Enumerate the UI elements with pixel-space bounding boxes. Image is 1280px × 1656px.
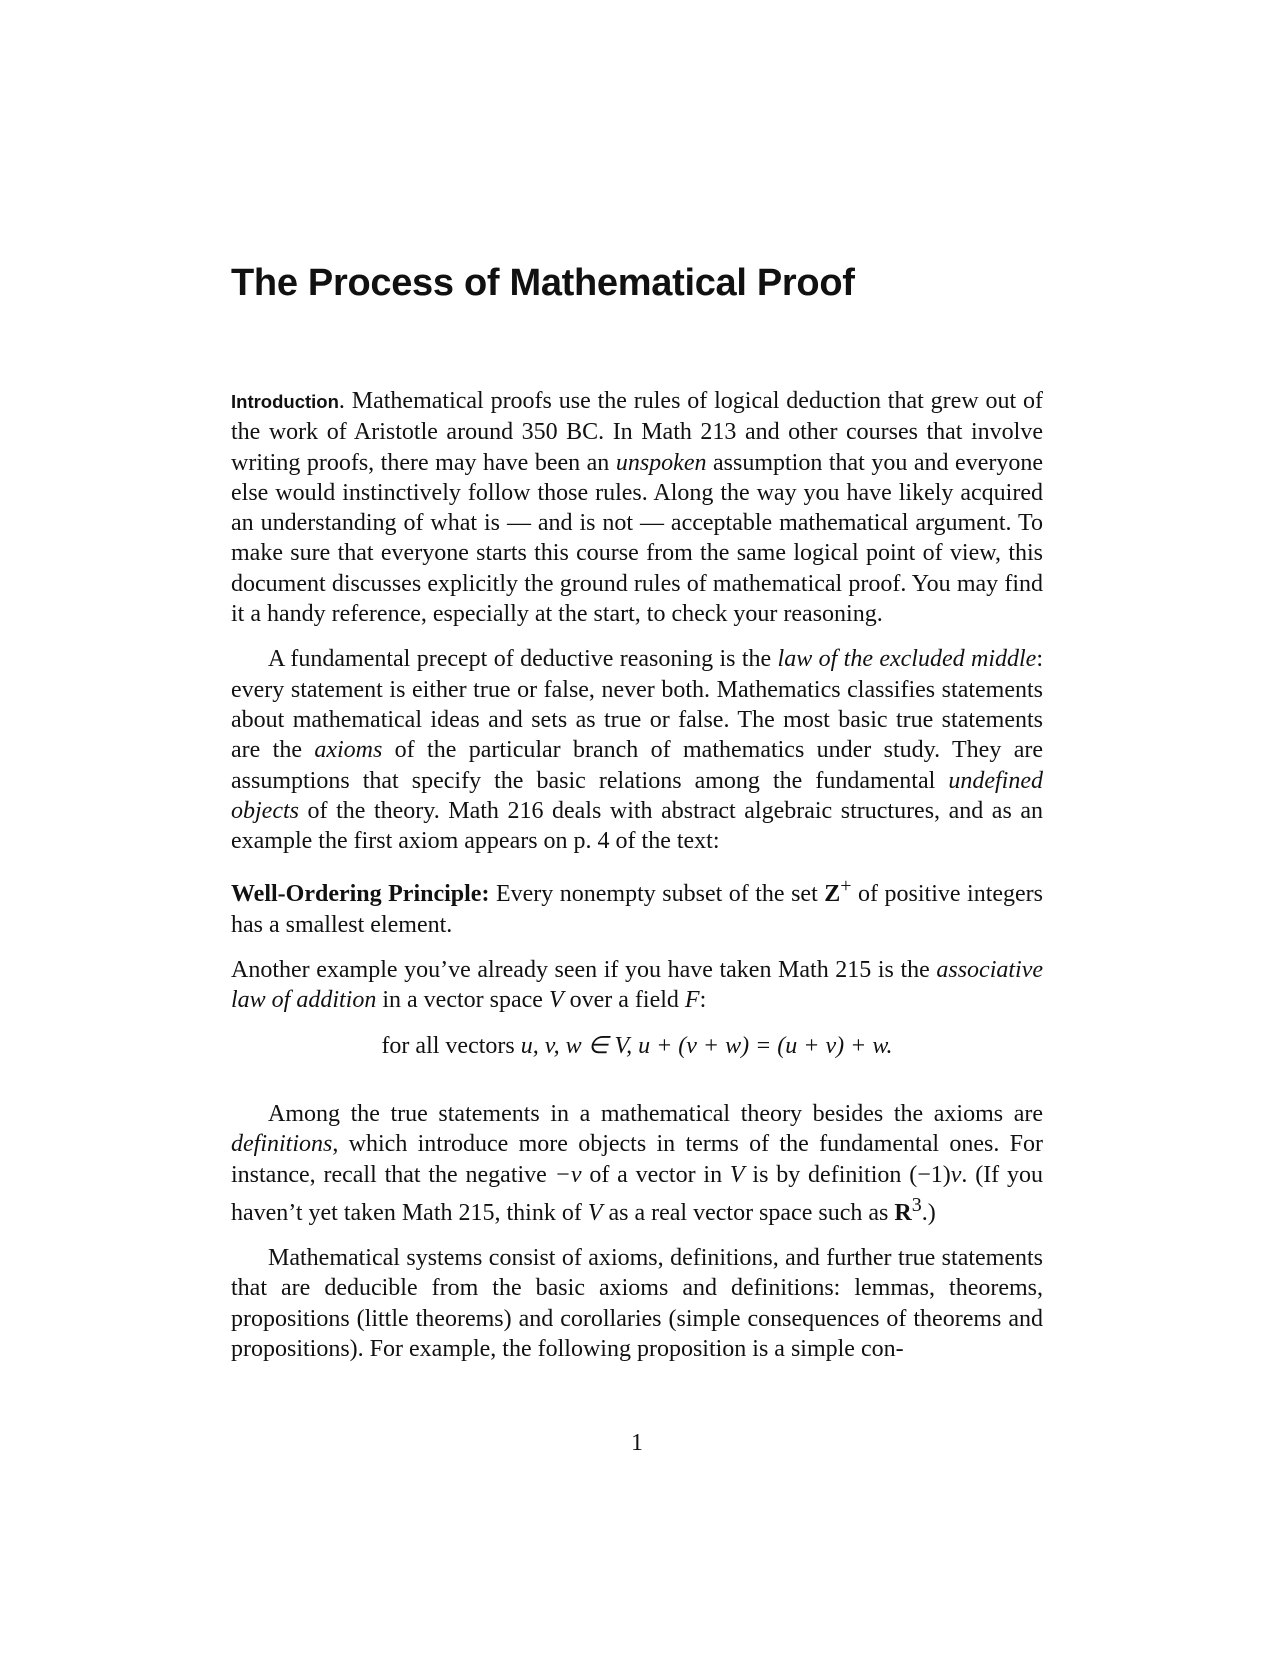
vector-space-symbol: V (548, 987, 564, 1014)
positive-integers-superscript: + (840, 875, 852, 898)
para4-text-6: as a real vector space such as (602, 1199, 895, 1226)
systems-paragraph: Mathematical systems consist of axioms, definitions, and further true statements that are deducible from the basic axioms and definitions: lemmas, theorems, propositions (little theorems) and corollaries (simple consequences of theorems and propositions). For example, the following proposition is a simple con- (231, 1245, 1043, 1363)
para4-text-7: .) (921, 1199, 936, 1226)
para4-text-1: Among the true statements in a mathematical theory besides the axioms are (268, 1100, 1043, 1127)
vector-symbol: v (950, 1161, 962, 1188)
principle-heading: Well-Ordering Principle: (231, 881, 490, 908)
para3-text-2: in a vector space (376, 987, 549, 1014)
para2-emphasis-3: undefined objects (231, 767, 1043, 824)
vector-space-symbol-3: V (587, 1199, 603, 1226)
intro-emphasis: unspoken (615, 449, 707, 476)
intro-heading: Introduction (231, 391, 339, 412)
para2-text-2: : every statement is either true or false, never both. Mathematics classifies statements about mathematical ideas and sets as true or false. The most basic true statements are the (231, 646, 1044, 764)
intro-text-2: assumption that you and everyone else would instinctively follow those rules. Along the way you have likely acquired an understanding of what is — and is not — acceptable mathematical argument. To make sure that everyone starts this course from the same logical point of view, this document discusses explicitly the ground rules of mathematical proof. You may find it a handy reference, especially at the start, to check your reasoning. (231, 449, 1043, 628)
para4-text-5: . (If you haven’t yet taken Math 215, think of (231, 1161, 1043, 1226)
positive-integers-symbol: Z (824, 881, 841, 908)
para3-emphasis: associative law of addition (231, 957, 1043, 1014)
para3-text-4: : (699, 987, 707, 1014)
real-space-superscript: 3 (911, 1193, 922, 1216)
para2-emphasis-2: axioms (314, 737, 383, 764)
formula-expression: u, v, w ∈ V, u + (v + w) = (u + v) + w. (520, 1032, 893, 1059)
para4-text-4: is by definition (−1) (744, 1161, 951, 1188)
associative-law-paragraph (231, 955, 1043, 1016)
para4-text-3: of a vector in (581, 1161, 730, 1188)
vector-space-symbol-2: V (729, 1161, 745, 1188)
negative-vector-symbol: −v (554, 1161, 582, 1188)
intro-paragraph (231, 386, 1043, 629)
excluded-middle-paragraph (231, 644, 1043, 856)
para4-emphasis: definitions (231, 1131, 333, 1158)
principle-text-2: of positive integers has a smallest element. (231, 881, 1044, 938)
well-ordering-principle (231, 871, 1043, 940)
page-number: 1 (631, 1430, 643, 1456)
para3-text-1: Another example you’ve already seen if you have taken Math 215 is the (231, 957, 937, 984)
real-space-symbol: R (894, 1199, 912, 1226)
document-page (231, 0, 1043, 1656)
para3-text-3: over a field (563, 987, 685, 1014)
para2-text-4: of the theory. Math 216 deals with abstract algebraic structures, and as an example the first axiom appears on p. 4 of the text: (231, 797, 1043, 855)
para4-text-2: , which introduce more objects in terms of the fundamental ones. For instance, recall that the negative (231, 1131, 1043, 1188)
document-title: The Process of Mathematical Proof (231, 262, 855, 304)
field-symbol: F (684, 987, 700, 1014)
principle-text-1: Every nonempty subset of the set (489, 881, 825, 908)
intro-text-1: . Mathematical proofs use the rules of logical deduction that grew out of the work of Aristotle around 350 BC. In Math 213 and other courses that involve writing proofs, there may have been an (231, 388, 1043, 476)
para2-emphasis-1: law of the excluded middle (777, 646, 1037, 673)
associative-law-formula (231, 1031, 1043, 1061)
body-text (231, 386, 1043, 1379)
definitions-paragraph (231, 1099, 1043, 1228)
formula-lead: for all vectors (381, 1032, 521, 1059)
para2-text-3: of the particular branch of mathematics under study. They are assumptions that specify the basic relations among the fundamental (231, 737, 1043, 794)
para2-text-1: A fundamental precept of deductive reasoning is the (268, 646, 778, 673)
